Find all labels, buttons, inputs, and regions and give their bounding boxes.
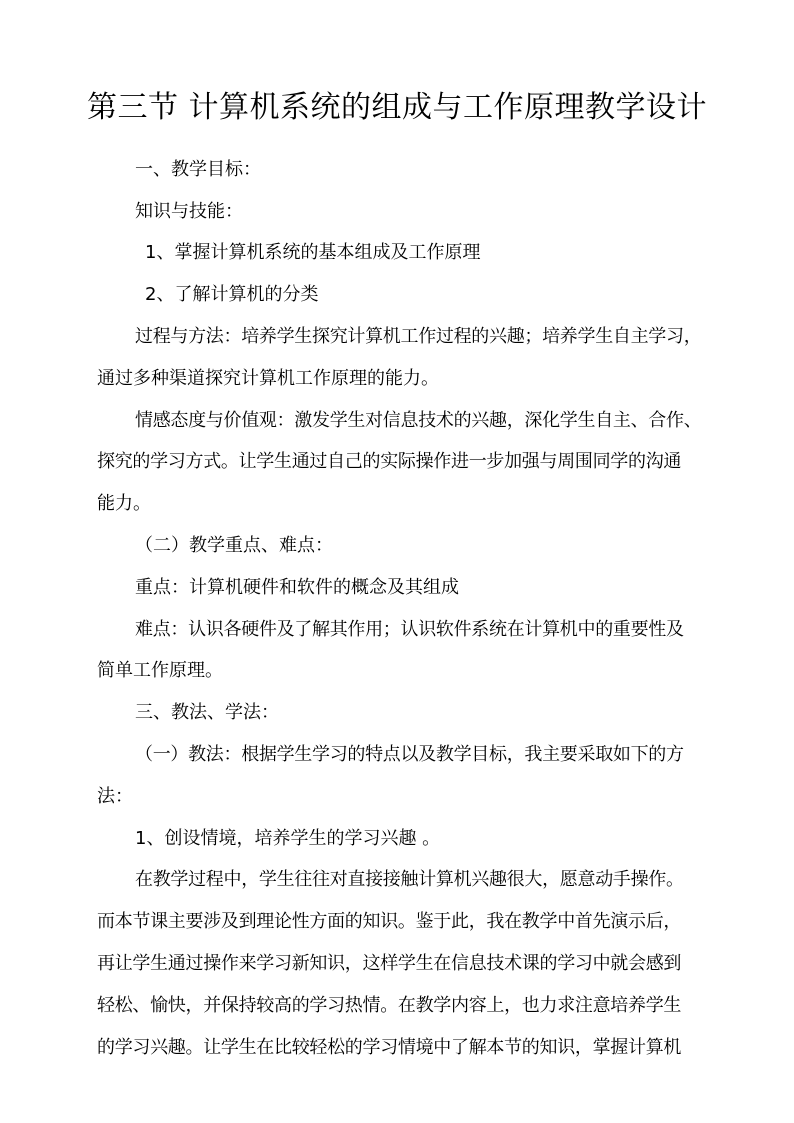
paragraph-line: 能力。 xyxy=(97,493,151,514)
paragraph-line: （一）教法：根据学生学习的特点以及教学目标，我主要采取如下的方 xyxy=(135,744,684,765)
section-heading-key-points: （二）教学重点、难点： xyxy=(135,535,333,556)
section-heading-methods: 三、教法、学法： xyxy=(135,702,279,723)
paragraph-line: 的学习兴趣。让学生在比较轻松的学习情境中了解本节的知识，掌握计算机 xyxy=(97,1037,682,1058)
section-heading-objectives: 一、教学目标： xyxy=(135,159,261,180)
list-item: 1、掌握计算机系统的基本组成及工作原理 xyxy=(145,242,481,263)
paragraph-line: 简单工作原理。 xyxy=(97,660,223,681)
paragraph-line: 轻松、愉快，并保持较高的学习热情。在教学内容上，也力求注意培养学生 xyxy=(97,995,682,1016)
paragraph-line: 探究的学习方式。让学生通过自己的实际操作进一步加强与周围同学的沟通 xyxy=(97,451,682,472)
paragraph-line: 再让学生通过操作来学习新知识，这样学生在信息技术课的学习中就会感到 xyxy=(97,953,682,974)
paragraph-line: 过程与方法：培养学生探究计算机工作过程的兴趣；培养学生自主学习， xyxy=(135,326,702,347)
list-item: 1、创设情境，培养学生的学习兴趣 。 xyxy=(135,828,441,849)
paragraph-line: 难点：认识各硬件及了解其作用；认识软件系统在计算机中的重要性及 xyxy=(135,619,684,640)
list-item: 2、了解计算机的分类 xyxy=(145,284,319,305)
paragraph-line: 通过多种渠道探究计算机工作原理的能力。 xyxy=(97,368,439,389)
subheading-knowledge-skills: 知识与技能： xyxy=(135,201,243,222)
paragraph-line: 重点：计算机硬件和软件的概念及其组成 xyxy=(135,577,459,598)
paragraph-line: 而本节课主要涉及到理论性方面的知识。鉴于此，我在教学中首先演示后， xyxy=(97,911,682,932)
document-title: 第三节 计算机系统的组成与工作原理教学设计 xyxy=(86,90,708,125)
paragraph-line: 法： xyxy=(97,786,133,807)
paragraph-line: 情感态度与价值观：激发学生对信息技术的兴趣，深化学生自主、合作、 xyxy=(135,410,702,431)
paragraph-line: 在教学过程中，学生往往对直接接触计算机兴趣很大，愿意动手操作。 xyxy=(135,869,684,890)
